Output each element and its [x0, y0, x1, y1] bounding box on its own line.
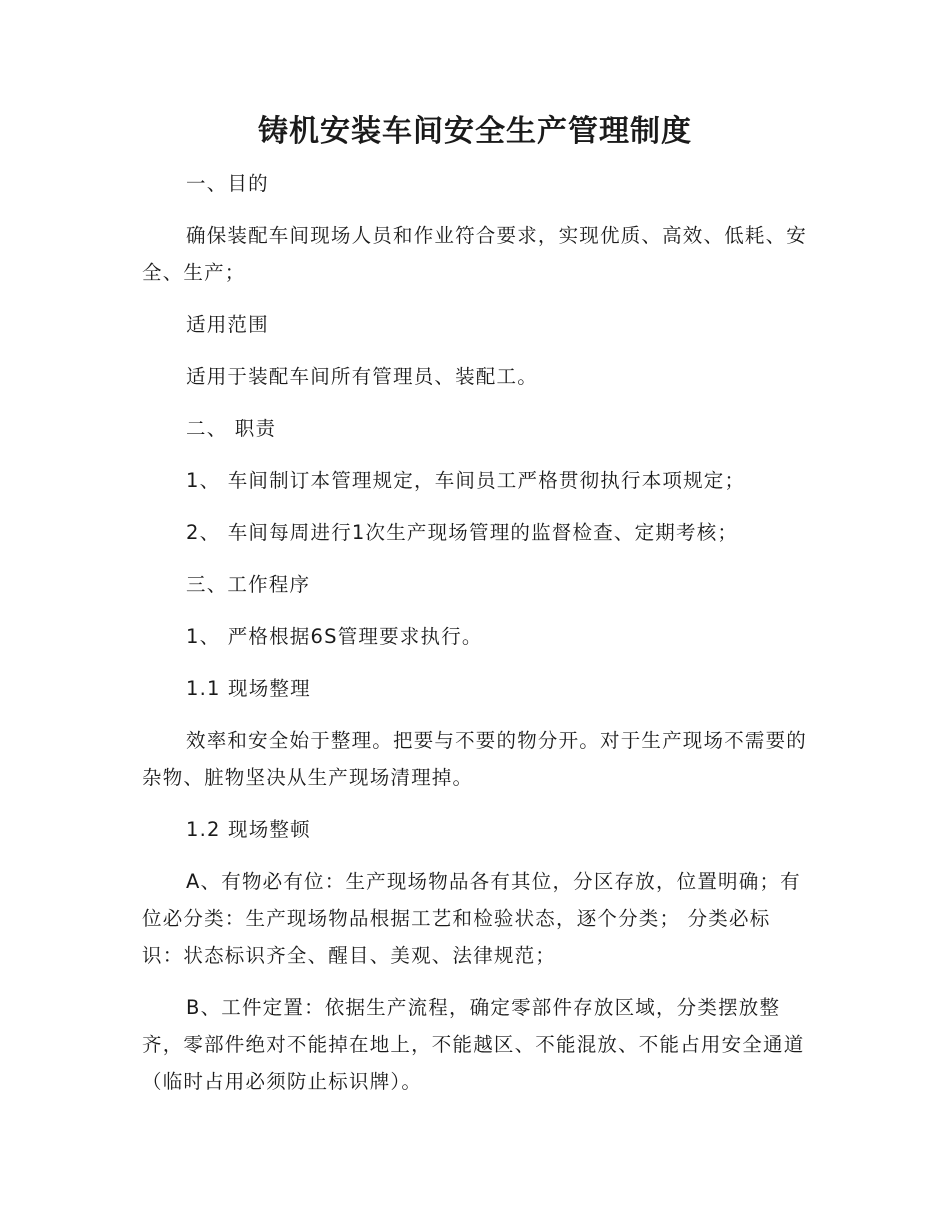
- list-item-duty-2: 2、 车间每周进行1次生产现场管理的监督检查、定期考核；: [186, 521, 739, 544]
- subheading-set-in-order: 1.2 现场整顿: [186, 818, 311, 841]
- paragraph-item-a: A、有物必有位：生产现场物品各有其位，分区存放，位置明确；有位必分类：生产现场物品根据工艺和检验状态，逐个分类； 分类必标识：状态标识齐全、醒目、美观、法律规范；: [142, 870, 801, 967]
- subheading-sort: 1.1 现场整理: [186, 677, 311, 700]
- document-title: 铸机安装车间安全生产管理制度: [258, 114, 692, 149]
- list-item-procedure-1: 1、 严格根据6S管理要求执行。: [186, 625, 483, 648]
- list-item-duty-1: 1、 车间制订本管理规定，车间员工严格贯彻执行本项规定；: [186, 469, 746, 492]
- paragraph-scope: 适用于装配车间所有管理员、装配工。: [186, 365, 538, 388]
- section-heading-purpose: 一、目的: [186, 172, 269, 195]
- paragraph-purpose: 确保装配车间现场人员和作业符合要求，实现优质、高效、低耗、安全、生产；: [142, 224, 808, 284]
- section-heading-scope: 适用范围: [186, 313, 269, 336]
- paragraph-sort: 效率和安全始于整理。把要与不要的物分开。对于生产现场不需要的杂物、脏物坚决从生产现场清理掉。: [142, 729, 808, 789]
- section-heading-procedure: 三、工作程序: [186, 573, 311, 596]
- section-heading-duties: 二、 职责: [186, 417, 277, 440]
- document-body: [142, 165, 810, 1100]
- paragraph-item-b: B、工件定置：依据生产流程，确定零部件存放区域，分类摆放整齐，零部件绝对不能掉在地上，不能越区、不能混放、不能占用安全通道（临时占用必须防止标识牌）。: [142, 996, 805, 1093]
